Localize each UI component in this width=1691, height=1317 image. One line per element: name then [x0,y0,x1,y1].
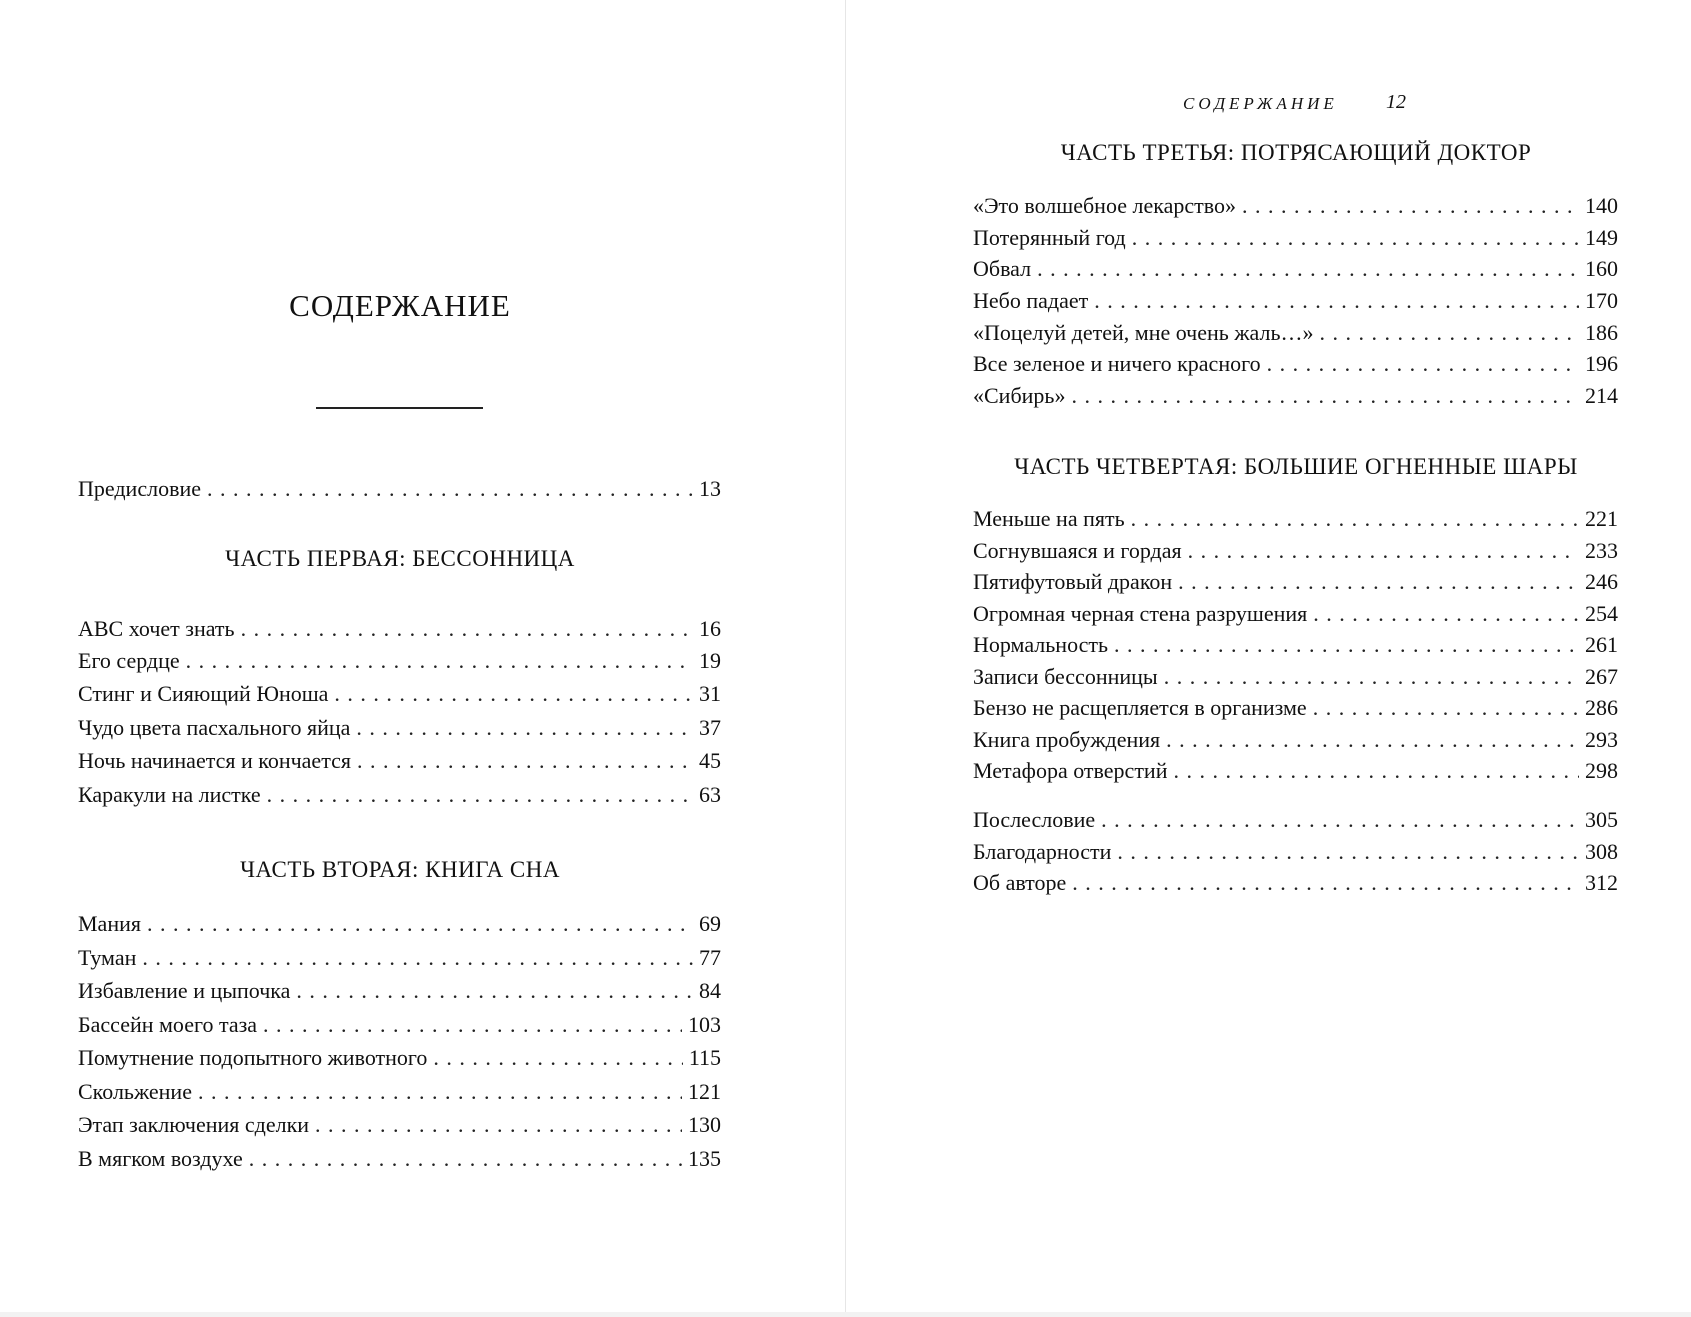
toc-entry[interactable] [78,1043,721,1073]
toc-entry-page: 149 [1585,225,1618,250]
toc-entry-page: 261 [1585,632,1618,657]
toc-entry-label: Этап заключения сделки [78,1112,310,1137]
toc-entry[interactable] [973,381,1618,411]
toc-entry-page: 31 [699,681,721,706]
toc-entry-label: Нормальность [973,632,1109,657]
toc-entry[interactable] [973,599,1618,629]
toc-entry-page: 69 [699,911,721,936]
toc-entry-label: Чудо цвета пасхального яйца [78,715,351,740]
toc-entry-page: 286 [1585,695,1618,720]
toc-entry-page: 45 [699,748,721,773]
left-page [0,0,845,1317]
dot-leader [207,474,693,504]
toc-entry[interactable] [973,223,1618,253]
toc-entry[interactable] [78,746,721,776]
toc-entry-label: Все зеленое и ничего красного [973,351,1261,376]
dot-leader [433,1043,682,1073]
dot-leader [1166,725,1579,755]
toc-entry-label: Предисловие [78,476,201,501]
toc-entry-page: 84 [699,978,721,1003]
part-heading: ЧАСТЬ ТРЕТЬЯ: ПОТРЯСАЮЩИЙ ДОКТОР [1060,140,1532,165]
toc-entry-page: 140 [1585,193,1618,218]
toc-entry-page: 298 [1585,758,1618,783]
toc-entry-label: Книга пробуждения [973,727,1161,752]
toc-entry-foreword[interactable] [78,474,721,504]
toc-entry-page: 186 [1585,320,1618,345]
toc-entry-page: 308 [1585,839,1618,864]
toc-entry[interactable] [78,614,721,644]
toc-entry-label: Каракули на листке [78,782,261,807]
toc-entry-about-author[interactable] [973,868,1618,898]
toc-entry[interactable] [973,286,1618,316]
toc-entry[interactable] [78,679,721,709]
dot-leader [1267,349,1579,379]
dot-leader [334,679,693,709]
toc-entry-label: Стинг и Сияющий Юноша [78,681,329,706]
dot-leader [1037,254,1579,284]
dot-leader [1173,756,1579,786]
toc-entry-label: Записи бессонницы [973,664,1158,689]
toc-entry-label: Пятифутовый дракон [973,569,1173,594]
dot-leader [296,976,693,1006]
toc-entry-page: 77 [699,945,721,970]
dot-leader [1164,662,1579,692]
toc-entry-label: Скольжение [78,1079,192,1104]
toc-entry-label: Ночь начинается и кончается [78,748,351,773]
toc-entry[interactable] [78,909,721,939]
part-heading: ЧАСТЬ ПЕРВАЯ: БЕССОННИЦА [225,546,575,571]
toc-entry[interactable] [973,504,1618,534]
dot-leader [198,1077,682,1107]
toc-entry-page: 233 [1585,538,1618,563]
toc-entry-page: 115 [688,1045,721,1070]
toc-entry-label: Огромная черная стена разрушения [973,601,1308,626]
toc-entry[interactable] [973,725,1618,755]
toc-entry[interactable] [973,756,1618,786]
dot-leader [356,713,693,743]
page-number: 12 [1386,91,1406,113]
toc-entry-label: Обвал [973,256,1032,281]
part-heading: ЧАСТЬ ВТОРАЯ: КНИГА СНА [240,857,560,882]
toc-entry-page: 221 [1585,506,1618,531]
toc-entry-page: 160 [1585,256,1618,281]
dot-leader [1319,318,1579,348]
toc-entry-page: 170 [1585,288,1618,313]
toc-entry[interactable] [973,693,1618,723]
toc-entry-page: 121 [688,1079,721,1104]
toc-entry[interactable] [973,630,1618,660]
dot-leader [1313,693,1579,723]
toc-entry-label: Бассейн моего таза [78,1012,258,1037]
toc-entry-afterword[interactable] [973,805,1618,835]
toc-entry-page: 37 [699,715,721,740]
toc-entry[interactable] [973,191,1618,221]
toc-entry[interactable] [78,976,721,1006]
toc-entry-label: Небо падает [973,288,1089,313]
toc-entry-label: Помутнение подопытного животного [78,1045,428,1070]
toc-entry[interactable] [78,780,721,810]
page-title: СОДЕРЖАНИЕ [289,288,511,323]
toc-entry-label: «Поцелуй детей, мне очень жаль…» [973,320,1314,345]
dot-leader [1071,381,1579,411]
dot-leader [147,909,693,939]
toc-entry[interactable] [78,1010,721,1040]
toc-entry-label: Мания [78,911,141,936]
toc-entry[interactable] [973,536,1618,566]
toc-entry-label: «Это волшебное лекарство» [973,193,1236,218]
toc-entry-label: «Сибирь» [973,383,1066,408]
toc-entry-label: ABC хочет знать [78,616,235,641]
toc-entry-label: Благодарности [973,839,1112,864]
toc-entry-label: Послесловие [973,807,1096,832]
toc-entry-label: Бензо не расщепляется в организме [973,695,1307,720]
toc-entry-page: 130 [688,1112,721,1137]
toc-entry-page: 267 [1585,664,1618,689]
dot-leader [1132,223,1579,253]
toc-entry-label: Потерянный год [973,225,1126,250]
toc-entry[interactable] [78,1144,721,1174]
dot-leader [1188,536,1579,566]
toc-entry-page: 254 [1585,601,1618,626]
toc-entry[interactable] [973,349,1618,379]
dot-leader [1101,805,1579,835]
toc-entry-page: 135 [688,1146,721,1171]
part-heading: ЧАСТЬ ЧЕТВЕРТАЯ: БОЛЬШИЕ ОГНЕННЫЕ ШАРЫ [1014,454,1578,479]
toc-entry-label: Согнувшаяся и гордая [973,538,1182,563]
dot-leader [186,646,693,676]
right-page [846,0,1691,1317]
toc-entry-page: 13 [699,476,721,501]
dot-leader [142,943,693,973]
toc-entry[interactable] [973,662,1618,692]
toc-entry-label: Об авторе [973,870,1067,895]
dot-leader [1178,567,1579,597]
toc-entry[interactable] [78,1110,721,1140]
dot-leader [1094,286,1579,316]
running-head: СОДЕРЖАНИЕ [1183,94,1338,113]
toc-entry-page: 246 [1585,569,1618,594]
toc-entry[interactable] [78,1077,721,1107]
dot-leader [357,746,693,776]
dot-leader [315,1110,682,1140]
toc-entry-label: Метафора отверстий [973,758,1168,783]
dot-leader [1072,868,1579,898]
toc-entry-page: 312 [1585,870,1618,895]
toc-entry[interactable] [78,943,721,973]
toc-entry[interactable] [973,318,1618,348]
page-bottom-edge [0,1312,1691,1317]
toc-entry-label: Его сердце [78,648,180,673]
toc-entry-label: В мягком воздухе [78,1146,243,1171]
toc-entry-page: 19 [699,648,721,673]
toc-entry-acknowledgements[interactable] [973,837,1618,867]
toc-entry-label: Избавление и цыпочка [78,978,291,1003]
toc-entry-page: 196 [1585,351,1618,376]
toc-entry-page: 16 [699,616,721,641]
dot-leader [1242,191,1579,221]
toc-entry[interactable] [973,254,1618,284]
toc-entry[interactable] [78,646,721,676]
dot-leader [1117,837,1579,867]
dot-leader [267,780,693,810]
toc-entry-page: 63 [699,782,721,807]
dot-leader [1114,630,1579,660]
toc-entry[interactable] [973,567,1618,597]
toc-entry-page: 103 [688,1012,721,1037]
dot-leader [1131,504,1579,534]
dot-leader [1313,599,1579,629]
toc-entry-label: Туман [78,945,137,970]
dot-leader [263,1010,682,1040]
toc-entry-page: 293 [1585,727,1618,752]
dot-leader [249,1144,682,1174]
dot-leader [241,614,693,644]
title-divider [316,407,483,409]
toc-entry-page: 214 [1585,383,1618,408]
toc-entry[interactable] [78,713,721,743]
toc-entry-page: 305 [1585,807,1618,832]
toc-entry-label: Меньше на пять [973,506,1125,531]
